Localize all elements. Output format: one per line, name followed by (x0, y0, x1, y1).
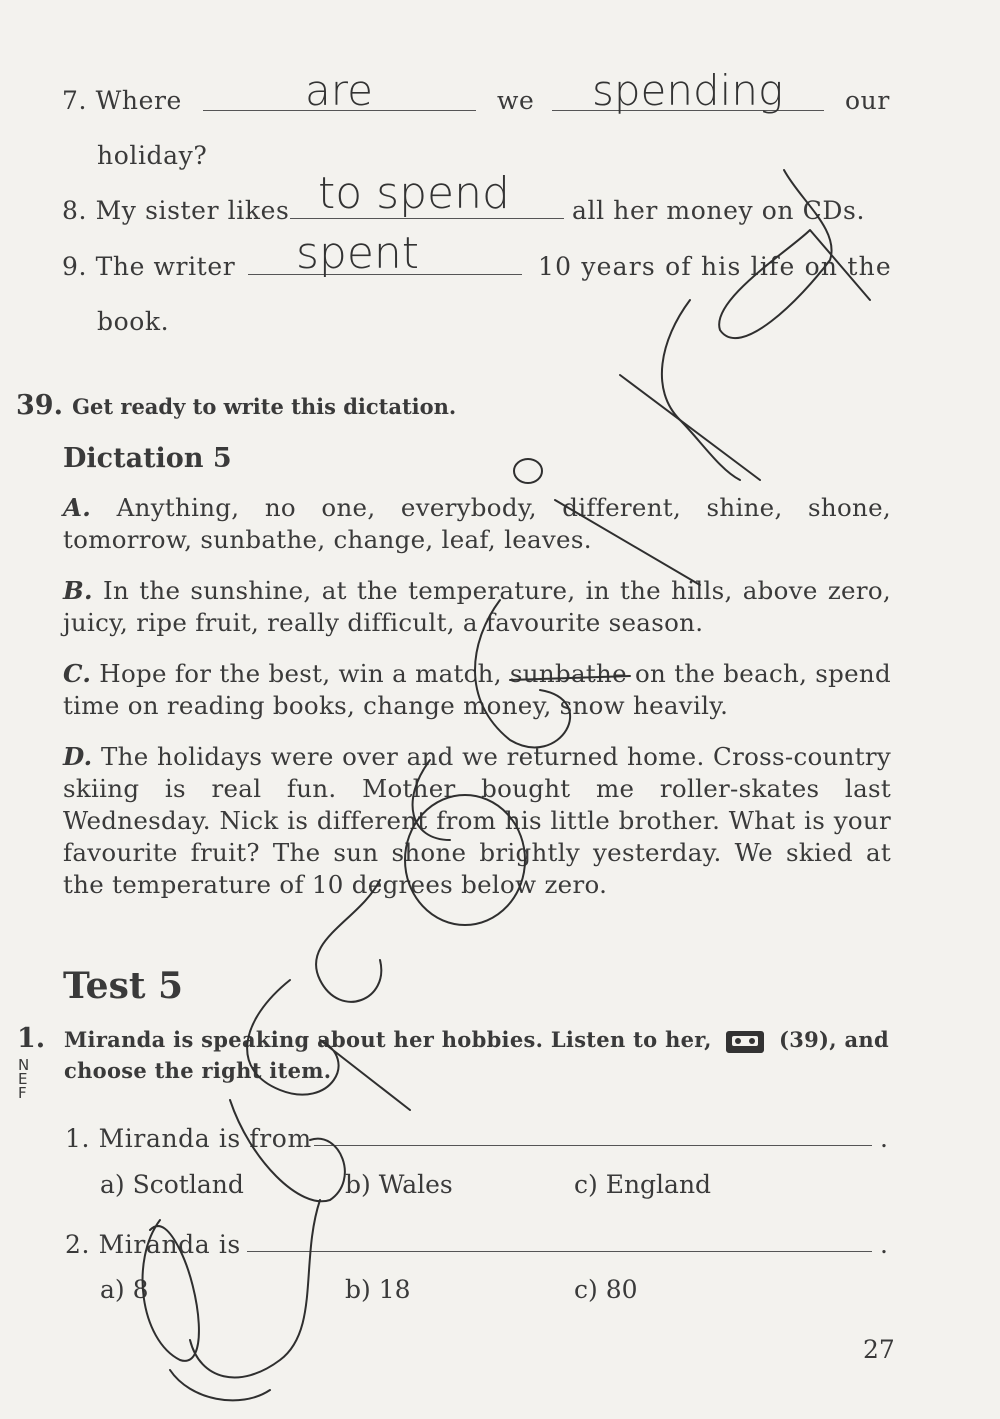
dictation-part-c (63, 658, 891, 722)
track-number: (39), and (779, 1027, 889, 1052)
part-text: The holidays were over and we returned home. Cross-country skiing is real fun. Mother bought me roller-skates last Wednesday. Nick is different from his little brother. What is your favourite fruit? The sun shone brightly yesterday. We skied at the temperature of 10 degrees below zero. (63, 742, 891, 899)
item-text: The writer (95, 252, 236, 281)
exercise-number: 39. (16, 390, 63, 421)
part-label: A. (63, 493, 92, 522)
part-text: Anything, no one, everybody, different, shine, shone, tomorrow, sunbathe, change, leaf, leaves. (63, 493, 892, 554)
instruction-text: Miranda is speaking about her hobbies. Listen to her, (64, 1027, 712, 1052)
option-c[interactable]: c) England (574, 1170, 712, 1199)
item-7-line1 (62, 86, 182, 115)
handwritten-answer: to spend (318, 168, 510, 219)
handwritten-answer: spent (296, 228, 420, 279)
part-label: D. (63, 742, 93, 771)
item-8 (62, 196, 289, 225)
option-a[interactable]: a) 8 (100, 1275, 149, 1304)
dictation-title: Dictation 5 (63, 443, 232, 474)
task-number: 1. (17, 1023, 46, 1054)
task-instruction-line2: choose the right item. (64, 1058, 332, 1083)
item-text: our (845, 86, 890, 115)
dictation-part-b (63, 575, 891, 639)
question-1 (65, 1124, 312, 1153)
question-number: 1. (65, 1124, 91, 1153)
page-number: 27 (863, 1335, 895, 1364)
dictation-part-a (63, 492, 891, 556)
part-text: In the sunshine, at the temperature, in the hills, above zero, juicy, ripe fruit, really difficult, a favourite season. (63, 576, 891, 637)
question-number: 2. (65, 1230, 91, 1259)
answer-blank[interactable] (314, 1145, 872, 1146)
handwritten-answer: spending (592, 66, 784, 115)
part-label: C. (63, 659, 92, 688)
answer-blank[interactable] (247, 1251, 872, 1252)
handwritten-answer: are (305, 66, 373, 115)
item-text: 10 years of his life on the (538, 252, 892, 281)
part-text: Hope for the best, win a match, sunbathe on the beach, spend time on reading books, change money, snow heavily. (63, 659, 891, 720)
item-9 (62, 252, 235, 281)
margin-note: NEF (18, 1056, 30, 1102)
item-text: Where (95, 86, 182, 115)
item-number: 7. (62, 86, 88, 115)
item-number: 9. (62, 252, 88, 281)
question-stem: Miranda is from (98, 1124, 312, 1153)
test-title: Test 5 (63, 965, 184, 1007)
exercise-heading (16, 390, 456, 421)
question-end: . (880, 1124, 889, 1153)
option-c[interactable]: c) 80 (574, 1275, 638, 1304)
question-end: . (880, 1230, 889, 1259)
item-number: 8. (62, 196, 88, 225)
item-text: holiday? (97, 141, 208, 170)
dictation-part-d (63, 741, 891, 901)
question-stem: Miranda is (98, 1230, 241, 1259)
option-b[interactable]: b) Wales (345, 1170, 453, 1199)
task-instruction (64, 1027, 889, 1054)
exercise-instruction: Get ready to write this dictation. (72, 394, 457, 419)
item-text: all her money on CDs. (572, 196, 866, 225)
option-a[interactable]: a) Scotland (100, 1170, 244, 1199)
part-label: B. (63, 576, 93, 605)
cassette-icon (725, 1030, 765, 1054)
question-2 (65, 1230, 241, 1259)
item-text: My sister likes (95, 196, 290, 225)
item-text: book. (97, 307, 170, 336)
item-text: we (497, 86, 535, 115)
option-b[interactable]: b) 18 (345, 1275, 411, 1304)
